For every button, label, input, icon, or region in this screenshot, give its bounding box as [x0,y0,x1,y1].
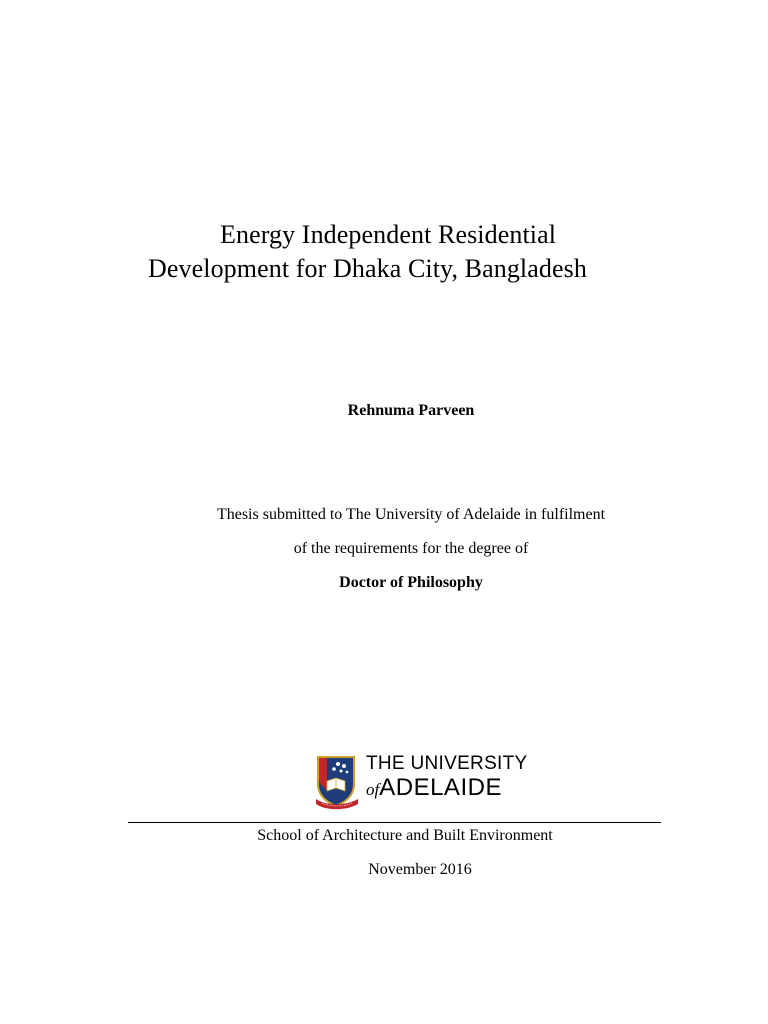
school-name: School of Architecture and Built Environment [257,827,553,844]
author-name: Rehnuma Parveen [347,402,475,419]
university-logo [314,753,528,812]
submission-statement-line-1: Thesis submitted to The University of Adelaide in fulfilment [216,506,606,523]
submission-statement-line-2: of the requirements for the degree of [293,540,529,557]
degree-name: Doctor of Philosophy [339,574,483,591]
logo-wordmark-line-1: THE UNIVERSITY [366,753,528,774]
logo-wordmark-adelaide: ADELAIDE [379,774,502,801]
submission-date: November 2016 [368,861,472,878]
thesis-title-line-1: Energy Independent Residential [220,220,557,249]
logo-wordmark-line-2 [366,776,502,800]
thesis-title-line-2: Development for Dhaka City, Bangladesh [148,254,587,283]
logo-wordmark-of: of [366,780,380,799]
university-crest-icon [314,754,360,812]
horizontal-rule [128,822,661,823]
